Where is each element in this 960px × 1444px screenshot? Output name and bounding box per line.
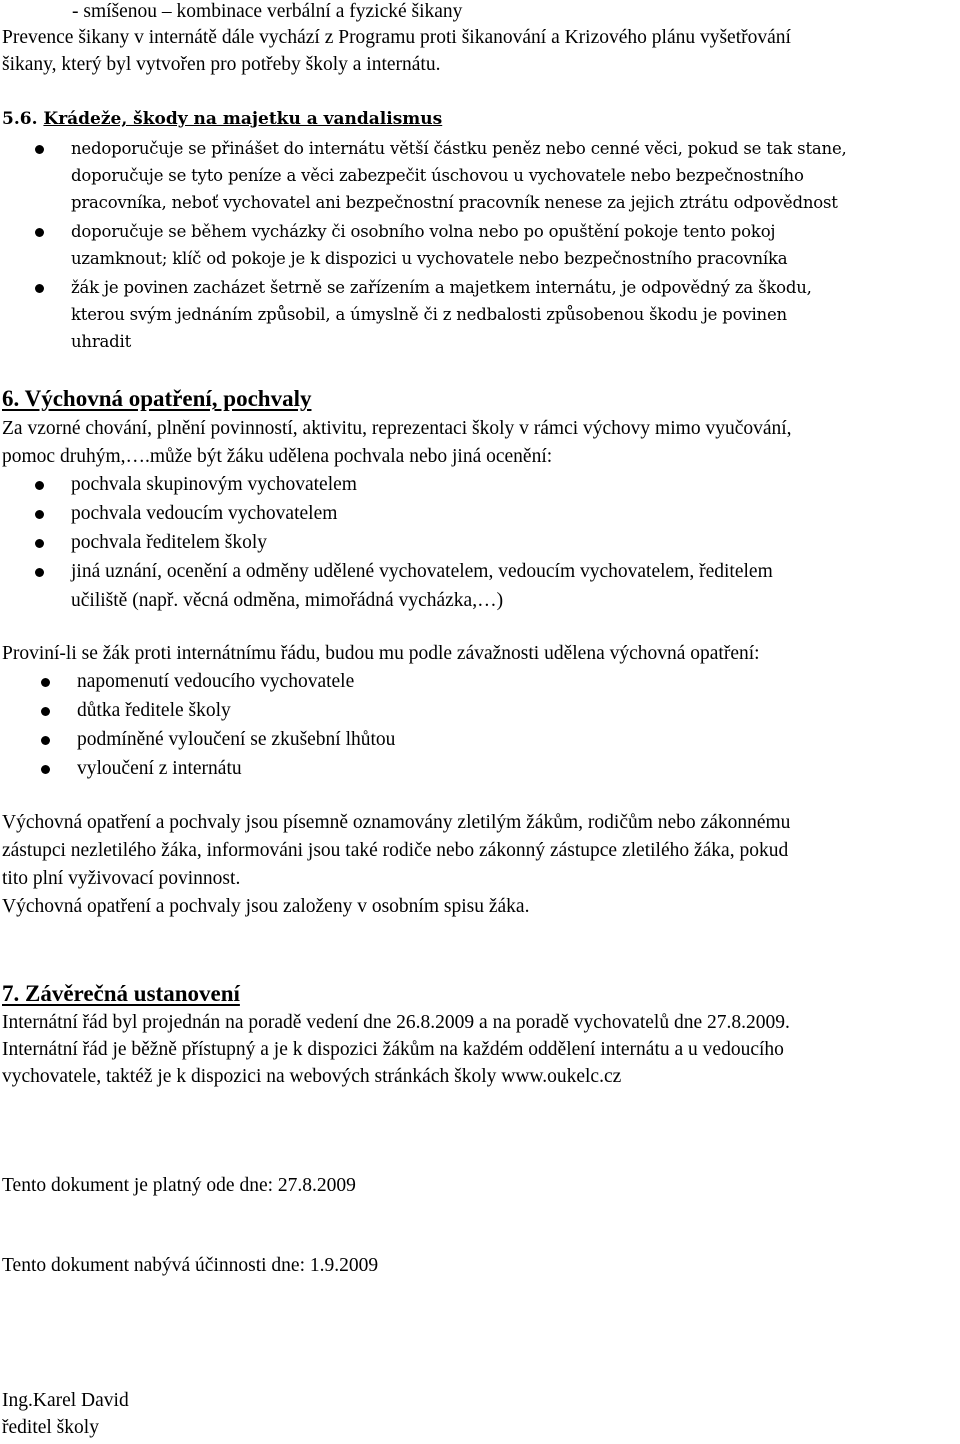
bullet-icon (35, 228, 44, 237)
theft-bullet-1-line-3: pracovníka, neboť vychovatel ani bezpečnostní pracovník nenese za jejich ztrátu odpovědnost (71, 193, 838, 212)
bullet-icon (41, 707, 50, 716)
section-6-heading: 6. Výchovná opatření, pochvaly (2, 386, 312, 411)
valid-from: Tento dokument je platný ode dne: 27.8.2009 (2, 1175, 356, 1196)
notice-line-4: Výchovná opatření a pochvaly jsou založeny v osobním spisu žáka. (2, 896, 530, 917)
penalty-item-2: důtka ředitele školy (77, 700, 231, 721)
praise-item-2: pochvala vedoucím vychovatelem (71, 503, 338, 524)
theft-bullet-3-line-2: kterou svým jednáním způsobil, a úmyslně či z nedbalosti způsobenou škodu je povinen (71, 305, 787, 324)
notice-line-1: Výchovná opatření a pochvaly jsou písemně oznamovány zletilým žákům, rodičům nebo zákonnému (2, 812, 791, 833)
penalty-item-1: napomenutí vedoucího vychovatele (77, 671, 355, 692)
theft-bullet-3-line-1: žák je povinen zacházet šetrně se zařízením a majetkem internátu, je odpovědný za škodu, (71, 278, 812, 297)
signature-role: ředitel školy (2, 1417, 99, 1438)
bullet-icon (35, 510, 44, 519)
section-5-6-title: Krádeže, škody na majetku a vandalismus (43, 109, 443, 129)
section-6-intro-line-1: Za vzorné chování, plnění povinností, aktivitu, reprezentaci školy v rámci výchovy mimo vyučování, (2, 418, 792, 439)
penalty-item-4: vyloučení z internátu (77, 758, 242, 779)
top-line-1: - smíšenou – kombinace verbální a fyzické šikany (72, 1, 463, 22)
bullet-icon (35, 481, 44, 490)
bullet-icon (41, 736, 50, 745)
bullet-icon (41, 765, 50, 774)
penalty-intro: Proviní-li se žák proti internátnímu řádu, budou mu podle závažnosti udělena výchovná opatření: (2, 643, 760, 664)
closing-line-1: Internátní řád byl projednán na poradě vedení dne 26.8.2009 a na poradě vychovatelů dne 27.8.2009. (2, 1012, 790, 1033)
closing-line-3: vychovatele, taktéž je k dispozici na webových stránkách školy www.oukelc.cz (2, 1066, 622, 1087)
bullet-icon (35, 284, 44, 293)
theft-bullet-2-line-2: uzamknout; klíč od pokoje je k dispozici u vychovatele nebo bezpečnostního pracovníka (71, 249, 788, 268)
notice-line-2: zástupci nezletilého žáka, informováni jsou také rodiče nebo zákonný zástupce zletilého žáka, pokud (2, 840, 789, 861)
bullet-icon (35, 145, 44, 154)
theft-bullet-1-line-2: doporučuje se tyto peníze a věci zabezpečit úschovou u vychovatele nebo bezpečnostního (71, 166, 804, 185)
praise-item-1: pochvala skupinovým vychovatelem (71, 474, 357, 495)
praise-item-3: pochvala ředitelem školy (71, 532, 268, 553)
bullet-icon (41, 678, 50, 687)
theft-bullet-3-line-3: uhradit (71, 332, 132, 351)
bullet-icon (35, 568, 44, 577)
theft-bullet-1-line-1: nedoporučuje se přinášet do internátu větší částku peněz nebo cenné věci, pokud se tak stane, (71, 139, 847, 158)
section-7-heading: 7. Závěrečná ustanovení (2, 981, 240, 1006)
section-5-6-heading (2, 107, 442, 131)
praise-item-4-line-1: jiná uznání, ocenění a odměny udělené vychovatelem, vedoucím vychovatelem, ředitelem (71, 561, 773, 582)
signature-name: Ing.Karel David (2, 1390, 129, 1411)
bullet-icon (35, 539, 44, 548)
penalty-item-3: podmíněné vyloučení se zkušební lhůtou (77, 729, 396, 750)
top-line-3: šikany, který byl vytvořen pro potřeby školy a internátu. (2, 54, 441, 75)
praise-item-4-line-2: učiliště (např. věcná odměna, mimořádná vycházka,…) (71, 590, 504, 611)
effective-from: Tento dokument nabývá účinnosti dne: 1.9.2009 (2, 1255, 379, 1276)
top-line-2: Prevence šikany v internátě dále vychází z Programu proti šikanování a Krizového plánu vyšetřování (2, 27, 791, 48)
section-5-6-number: 5.6. (2, 109, 38, 129)
theft-bullet-2-line-1: doporučuje se během vycházky či osobního volna nebo po opuštění pokoje tento pokoj (71, 222, 776, 241)
notice-line-3: tito plní vyživovací povinnost. (2, 868, 241, 889)
section-6-intro-line-2: pomoc druhým,….může být žáku udělena pochvala nebo jiná ocenění: (2, 446, 553, 467)
closing-line-2: Internátní řád je běžně přístupný a je k dispozici žákům na každém oddělení internátu a u vedoucího (2, 1039, 784, 1060)
